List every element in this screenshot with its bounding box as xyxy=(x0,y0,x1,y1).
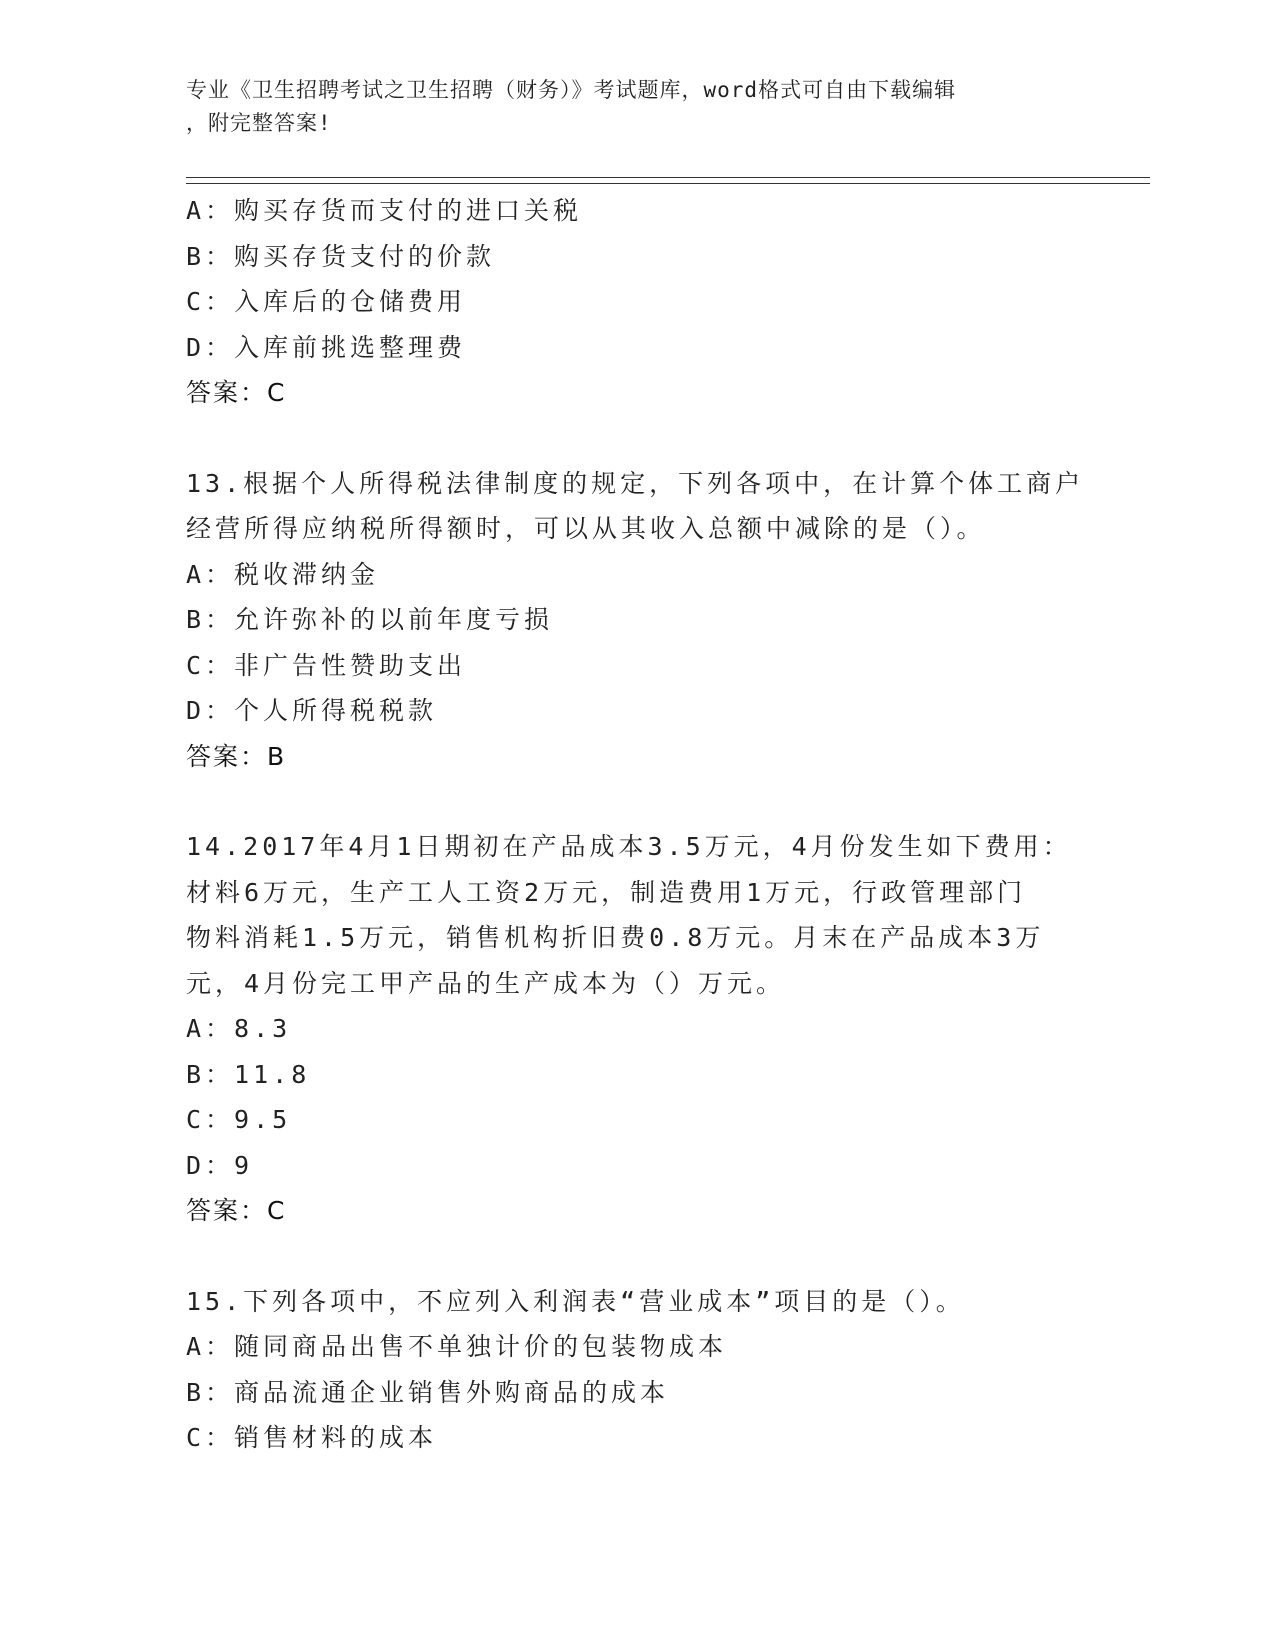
question-13 xyxy=(186,461,1086,780)
document-header xyxy=(186,74,1066,140)
option-c: C：9.5 xyxy=(186,1105,292,1134)
document-body xyxy=(186,188,1086,1461)
question-text-line: 经营所得应纳税所得额时，可以从其收入总额中减除的是（）。 xyxy=(186,514,986,543)
header-divider xyxy=(186,177,1150,184)
question-14 xyxy=(186,824,1086,1234)
option-a: A：8.3 xyxy=(186,1014,292,1043)
option-a: A：购买存货而支付的进口关税 xyxy=(186,196,583,225)
option-b: B：允许弥补的以前年度亏损 xyxy=(186,605,554,634)
option-b: B：购买存货支付的价款 xyxy=(186,241,496,271)
option-c: C：入库后的仓储费用 xyxy=(186,287,467,316)
option-d: D：9 xyxy=(186,1150,254,1180)
option-d: D：入库前挑选整理费 xyxy=(186,332,467,362)
option-b: B：商品流通企业销售外购商品的成本 xyxy=(186,1377,670,1407)
question-12 xyxy=(186,188,1086,416)
question-text-line: 材料6万元，生产工人工资2万元，制造费用1万元，行政管理部门 xyxy=(186,877,1027,907)
option-a: A：税收滞纳金 xyxy=(186,559,380,589)
option-d: D：个人所得税税款 xyxy=(186,696,438,725)
question-text-line: 14.2017年4月1日期初在产品成本3.5万元，4月份发生如下费用： xyxy=(186,832,1072,861)
option-c: C：非广告性赞助支出 xyxy=(186,650,467,680)
question-text-line: 元，4月份完工甲产品的生产成本为（）万元。 xyxy=(186,968,786,998)
option-c: C：销售材料的成本 xyxy=(186,1423,438,1452)
spacer xyxy=(186,1234,1086,1279)
question-text-line: 物料消耗1.5万元，销售机构折旧费0.8万元。月末在产品成本3万 xyxy=(186,923,1045,952)
spacer xyxy=(186,416,1086,461)
header-line-2: ，附完整答案! xyxy=(186,111,332,135)
header-line-1: 专业《卫生招聘考试之卫生招聘（财务）》考试题库，word格式可自由下载编辑 xyxy=(186,78,957,102)
answer-line: 答案：B xyxy=(186,741,287,771)
answer-line: 答案：C xyxy=(186,1196,287,1225)
option-a: A：随同商品出售不单独计价的包装物成本 xyxy=(186,1332,728,1361)
spacer xyxy=(186,779,1086,824)
question-text-line: 15.下列各项中，不应列入利润表“营业成本”项目的是（）。 xyxy=(186,1286,965,1316)
question-15 xyxy=(186,1279,1086,1461)
question-text-line: 13.根据个人所得税法律制度的规定，下列各项中，在计算个体工商户 xyxy=(186,468,1085,498)
option-b: B：11.8 xyxy=(186,1059,311,1089)
answer-line: 答案：C xyxy=(186,378,287,407)
